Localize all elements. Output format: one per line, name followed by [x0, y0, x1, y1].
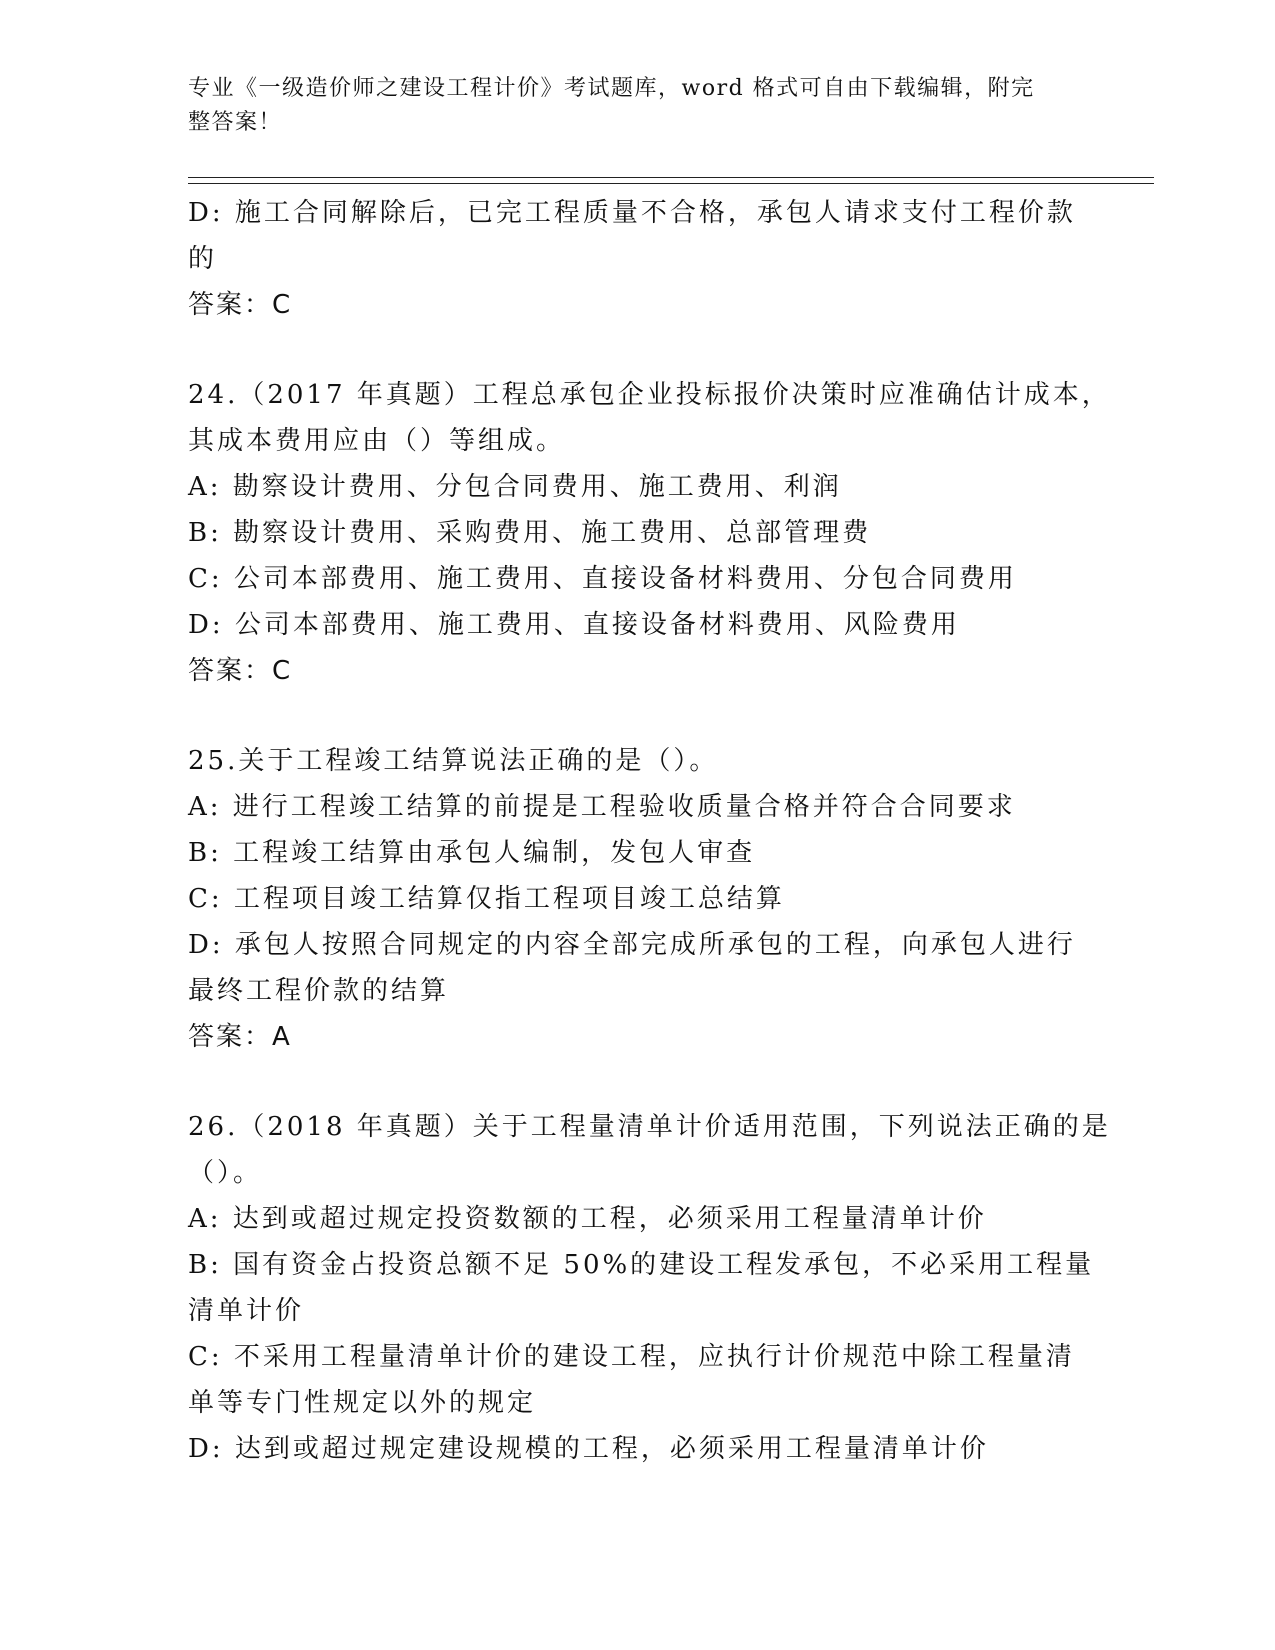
question-stem: 26.（2018 年真题）关于工程量清单计价适用范围，下列说法正确的是 [188, 1112, 1111, 1142]
question-25 [188, 738, 1088, 1060]
answer: 答案：C [188, 290, 293, 320]
option-d: D: 达到或超过规定建设规模的工程，必须采用工程量清单计价 [188, 1434, 989, 1464]
option-b: B: 国有资金占投资总额不足 50%的建设工程发承包，不必采用工程量 [188, 1250, 1095, 1280]
option-b: B: 勘察设计费用、采购费用、施工费用、总部管理费 [188, 518, 872, 548]
header-line-1: 专业《一级造价师之建设工程计价》考试题库，word 格式可自由下载编辑，附完 [188, 76, 1035, 101]
option-c: C: 工程项目竣工结算仅指工程项目竣工总结算 [188, 884, 785, 914]
option-d-continuation: 最终工程价款的结算 [188, 976, 450, 1006]
option-a: A: 勘察设计费用、分包合同费用、施工费用、利润 [188, 472, 842, 502]
question-stem: 24.（2017 年真题）工程总承包企业投标报价决策时应准确估计成本， [188, 380, 1111, 410]
question-stem-continuation: （）。 [188, 1158, 263, 1188]
option-a: A: 进行工程竣工结算的前提是工程验收质量合格并符合合同要求 [188, 792, 1016, 822]
header-rule-top [188, 177, 1154, 178]
option-d: D: 施工合同解除后，已完工程质量不合格，承包人请求支付工程价款 [188, 198, 1076, 228]
option-c: C: 不采用工程量清单计价的建设工程，应执行计价规范中除工程量清 [188, 1342, 1075, 1372]
answer: 答案：C [188, 656, 293, 686]
option-a: A: 达到或超过规定投资数额的工程，必须采用工程量清单计价 [188, 1204, 987, 1234]
option-c: C: 公司本部费用、施工费用、直接设备材料费用、分包合同费用 [188, 564, 1017, 594]
option-b: B: 工程竣工结算由承包人编制，发包人审查 [188, 838, 756, 868]
header-line-2: 整答案！ [188, 110, 283, 135]
question-26 [188, 1104, 1111, 1472]
question-stem-continuation: 其成本费用应由（）等组成。 [188, 426, 566, 456]
question-23-tail [188, 190, 1088, 328]
document-header [188, 72, 1068, 140]
answer: 答案：A [188, 1022, 292, 1052]
option-d: D: 承包人按照合同规定的内容全部完成所承包的工程，向承包人进行 [188, 930, 1076, 960]
question-list [188, 190, 1111, 1472]
option-d: D: 公司本部费用、施工费用、直接设备材料费用、风险费用 [188, 610, 960, 640]
option-b-continuation: 清单计价 [188, 1296, 305, 1326]
question-stem: 25.关于工程竣工结算说法正确的是（）。 [188, 746, 719, 776]
header-rule-bottom [188, 183, 1154, 184]
option-c-continuation: 单等专门性规定以外的规定 [188, 1388, 537, 1418]
question-24 [188, 372, 1111, 694]
option-d-continuation: 的 [188, 244, 218, 274]
